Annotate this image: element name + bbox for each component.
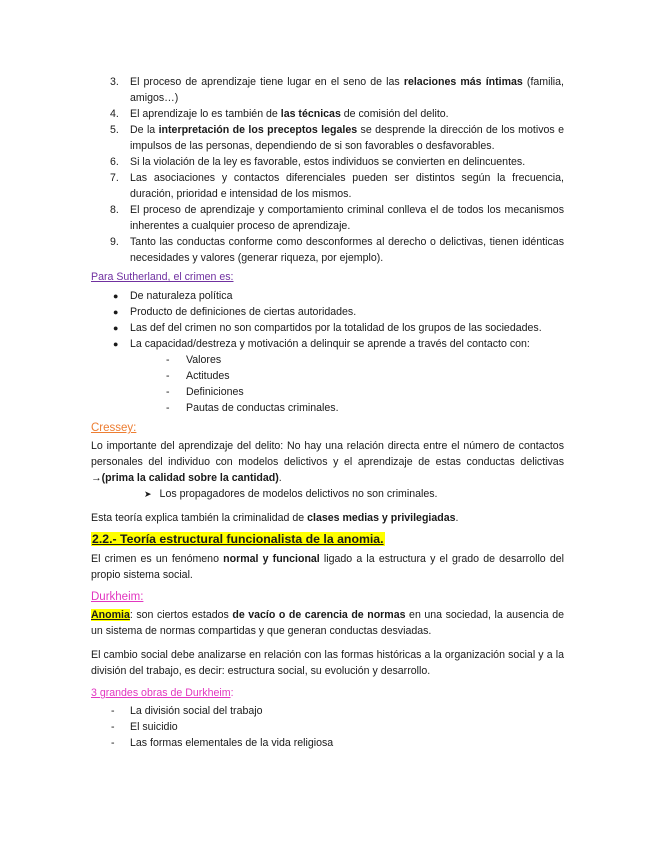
sutherland-heading-text: Para Sutherland, el crimen es: (91, 271, 234, 283)
item-number: 6. (110, 156, 119, 168)
bullet-text: Las def del crimen no son compartidos por la totalidad de los grupos de las sociedades. (130, 322, 542, 334)
item-bold-text: las técnicas (280, 108, 341, 120)
section-2-2-heading (91, 532, 385, 546)
bullet-text: La capacidad/destreza y motivación a delinquir se aprende a través del contacto con: (130, 338, 530, 350)
cressey-heading-text: Cressey: (91, 422, 137, 434)
theory-text: Esta teoría explica también la criminalidad de (91, 512, 308, 524)
section-text-c: ligado a la estructura y el grado de desarrollo del propio sistema social. (91, 553, 564, 581)
durkheim-works-heading-text: 3 grandes obras de Durkheim (91, 687, 231, 699)
dash-item-text: Definiciones (186, 386, 244, 398)
bullet-item (0, 304, 570, 320)
dash-bullet-icon: - (166, 370, 170, 382)
cressey-heading (91, 422, 136, 434)
bullet-item (0, 320, 570, 336)
cressey-text-end: . (278, 472, 282, 484)
dash-item (0, 352, 570, 368)
item-text: El proceso de aprendizaje y comportamiento criminal conlleva el de todos los mecanismos inherentes a cualquier proceso de aprendizaje. (130, 204, 564, 232)
dash-bullet-icon: - (166, 402, 170, 414)
dash-item-text: Valores (186, 354, 222, 366)
item-text: se desprende la dirección de los motivos e impulsos de las personas, dependiendo de si son favorables o desfavorables. (130, 124, 564, 152)
numbered-item (0, 202, 564, 234)
item-text: Si la violación de la ley es favorable, estos individuos se convierten en delincuentes. (130, 156, 526, 168)
item-number: 9. (110, 236, 119, 248)
numbered-item (0, 122, 564, 154)
item-text: El aprendizaje lo es también de (130, 108, 281, 120)
arrow-right-icon: → (91, 472, 102, 484)
section-2-2-paragraph (91, 551, 564, 583)
item-text: De la (130, 124, 159, 136)
durkheim-heading (91, 591, 143, 603)
anomia-text-a: : son ciertos estados (129, 609, 233, 621)
sutherland-sub-items (0, 352, 570, 416)
dash-bullet-icon: - (111, 705, 115, 717)
theory-line (91, 510, 564, 526)
item-number: 7. (110, 172, 119, 184)
numbered-list (0, 74, 655, 266)
dash-bullet-icon: - (111, 721, 115, 733)
durkheim-works-colon: : (230, 687, 234, 699)
bullet-text: Producto de definiciones de ciertas autoridades. (130, 306, 357, 318)
dash-item (0, 384, 570, 400)
dash-item-text: Las formas elementales de la vida religiosa (130, 737, 334, 749)
numbered-item (0, 234, 564, 266)
cressey-text: Lo importante del aprendizaje del delito: No hay una relación directa entre el número de contactos personales del individuo con modelos delictivos y el aprendizaje de estas conductas delictivas (91, 440, 564, 468)
social-change-text: El cambio social debe analizarse en relación con las formas históricas a la organización social y a la división del trabajo, es decir: estructura social, su evolución y desarrollo. (91, 649, 564, 677)
section-text-a: El crimen es un fenómeno (91, 553, 224, 565)
numbered-item (0, 154, 564, 170)
item-text: El proceso de aprendizaje tiene lugar en el seno de las (130, 76, 404, 88)
dash-item (0, 400, 570, 416)
item-number: 4. (110, 108, 119, 120)
numbered-item (0, 74, 564, 106)
social-change-paragraph (91, 647, 564, 679)
durkheim-heading-text: Durkheim: (91, 591, 144, 603)
dash-item-text: Pautas de conductas criminales. (186, 402, 339, 414)
bullet-icon: ● (113, 323, 119, 333)
cressey-bold-text: (prima la calidad sobre la cantidad) (101, 472, 279, 484)
anomia-text-bold: de vacío o de carencia de normas (232, 609, 406, 621)
cressey-arrow-item-text: Los propagadores de modelos delictivos no son criminales. (159, 488, 438, 500)
bullet-icon: ● (113, 291, 119, 301)
anomia-text-c: en una sociedad, la ausencia de un sistema de normas compartidas y que generan conductas desviadas. (91, 609, 564, 637)
numbered-item (0, 106, 564, 122)
bullet-text: De naturaleza política (130, 290, 233, 302)
sutherland-heading (91, 271, 234, 283)
item-text: de comisión del delito. (340, 108, 449, 120)
section-2-2-title: 2.2.- Teoría estructural funcionalista de la anomia. (92, 532, 384, 546)
cressey-paragraph (91, 438, 564, 486)
dash-bullet-icon: - (111, 737, 115, 749)
sutherland-bullets (0, 288, 570, 352)
dash-item (0, 368, 570, 384)
item-text: Las asociaciones y contactos diferenciales pueden ser distintos según la frecuencia, duración, prioridad e intensidad de los mismos. (130, 172, 564, 200)
dash-item-text: La división social del trabajo (130, 705, 263, 717)
section-text-bold: normal y funcional (223, 553, 320, 565)
cressey-arrow-item (144, 486, 438, 502)
anomia-label: Anomia (91, 609, 130, 621)
bullet-item (0, 336, 570, 352)
dash-bullet-icon: - (166, 354, 170, 366)
theory-end: . (455, 512, 459, 524)
item-number: 3. (110, 76, 119, 88)
durkheim-works-heading (91, 687, 234, 699)
bullet-icon: ● (113, 307, 119, 317)
arrowhead-bullet-icon: ➤ (144, 489, 152, 499)
bullet-item (0, 288, 570, 304)
item-text: Tanto las conductas conforme como desconformes al derecho o delictivas, tienen idénticas necesidades y valores (generar riqueza, por ejemplo). (130, 236, 564, 264)
dash-item-text: El suicidio (130, 721, 178, 733)
dash-bullet-icon: - (166, 386, 170, 398)
dash-item (0, 735, 570, 751)
dash-item-text: Actitudes (186, 370, 230, 382)
item-text: (familia, amigos…) (130, 76, 564, 104)
numbered-item (0, 170, 564, 202)
durkheim-works-list (0, 703, 570, 751)
item-number: 8. (110, 204, 119, 216)
anomia-paragraph (91, 607, 564, 639)
item-bold-text: interpretación de los preceptos legales (158, 124, 358, 136)
item-bold-text: relaciones más íntimas (403, 76, 523, 88)
item-number: 5. (110, 124, 119, 136)
dash-item (0, 703, 570, 719)
theory-bold: clases medias y privilegiadas (307, 512, 456, 524)
bullet-icon: ● (113, 339, 119, 349)
dash-item (0, 719, 570, 735)
